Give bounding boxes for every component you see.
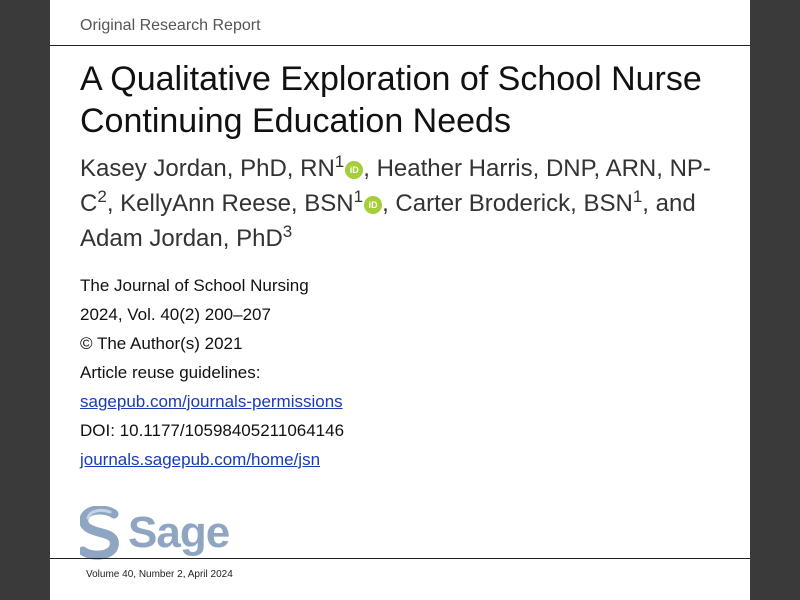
author-name: Carter Broderick, BSN — [395, 190, 633, 217]
sage-s-icon — [80, 506, 120, 560]
author-name: Heather Harris, DNP, ARN, NP-C — [80, 155, 711, 217]
document-page — [50, 0, 750, 600]
article-type-label: Original Research Report — [80, 17, 261, 34]
article-title: A Qualitative Exploration of School Nurse Continuing Education Needs — [80, 60, 702, 140]
header-divider — [50, 45, 750, 46]
author-name: KellyAnn Reese, BSN — [120, 190, 354, 217]
author-name: Kasey Jordan, PhD, RN — [80, 155, 335, 182]
affiliation-number: 1 — [334, 152, 345, 171]
footer-divider — [50, 558, 750, 559]
issue-footer: Volume 40, Number 2, April 2024 — [86, 569, 233, 580]
affiliation-number: 2 — [97, 187, 107, 206]
journal-name: The Journal of School Nursing — [80, 276, 309, 295]
affiliation-number: 1 — [353, 187, 364, 206]
doi-line: DOI: 10.1177/10598405211064146 — [80, 421, 345, 440]
sage-logo — [80, 506, 240, 560]
reuse-permissions-link[interactable]: sagepub.com/journals-permissions — [80, 392, 343, 411]
journal-home-link[interactable]: journals.sagepub.com/home/jsn — [80, 450, 321, 469]
orcid-icon[interactable]: iD — [364, 196, 382, 214]
copyright-line: © The Author(s) 2021 — [80, 334, 243, 353]
author-separator: , — [382, 190, 396, 217]
author-list — [80, 151, 720, 256]
reuse-label: Article reuse guidelines: — [80, 363, 261, 382]
author-separator: , — [106, 190, 121, 217]
affiliation-number: 1 — [632, 187, 643, 206]
author-separator: , and — [642, 190, 696, 217]
affiliation-number: 3 — [282, 222, 293, 241]
orcid-icon[interactable]: iD — [345, 161, 363, 179]
author-name: Adam Jordan, PhD — [80, 225, 283, 252]
article-meta — [80, 271, 720, 474]
author-separator: , — [363, 155, 377, 182]
sage-logo-text: Sage — [128, 508, 230, 557]
volume-info: 2024, Vol. 40(2) 200–207 — [80, 305, 271, 324]
